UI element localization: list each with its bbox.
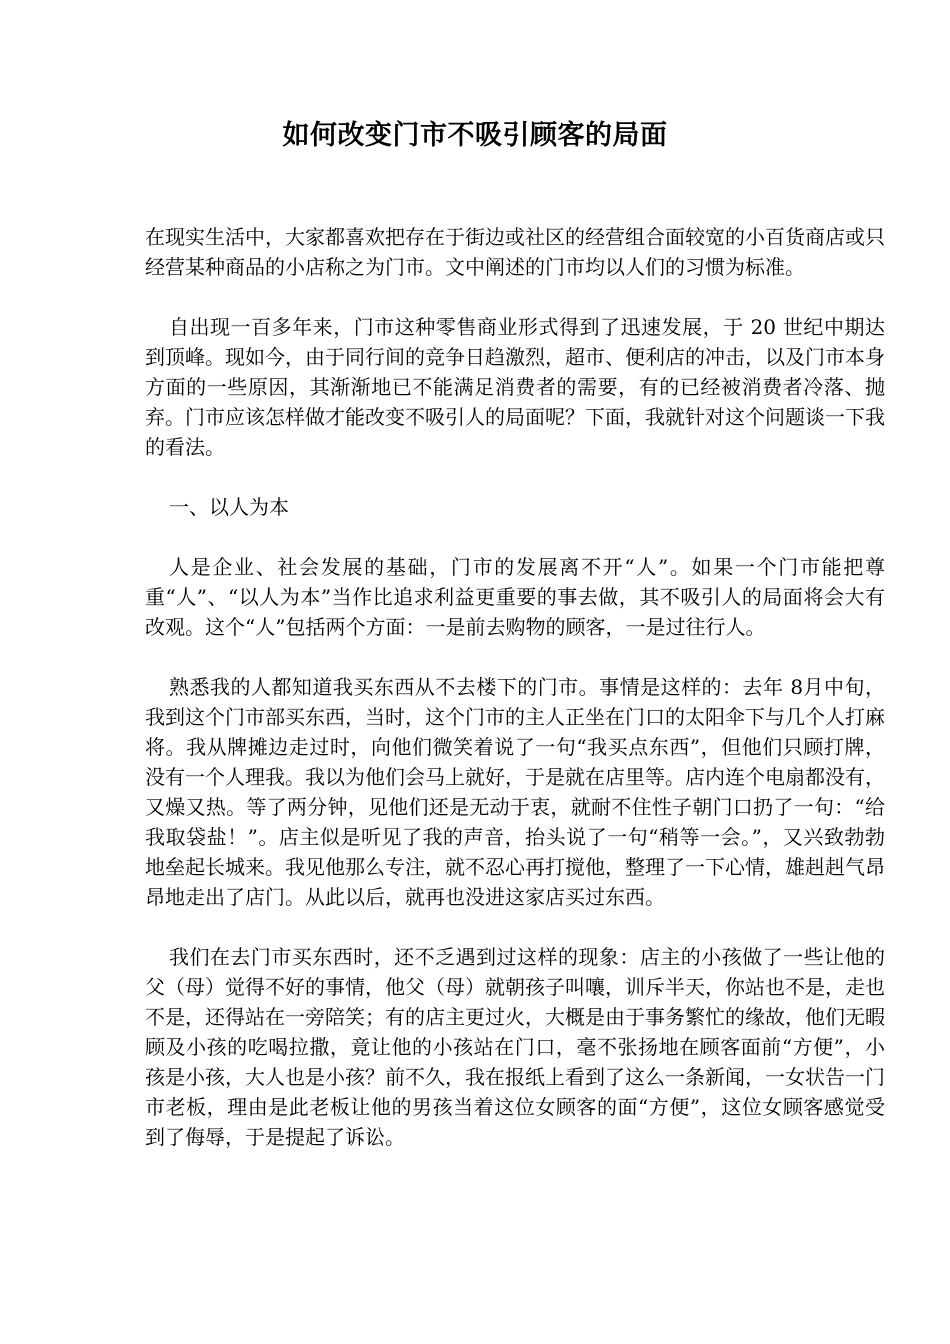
paragraph-intro: 在现实生活中，大家都喜欢把存在于街边或社区的经营组合面较宽的小百货商店或只经营某种商品的小店称之为门市。文中阐述的门市均以人们的习惯为标准。 bbox=[145, 225, 885, 279]
paragraph-people-basis: 人是企业、社会发展的基础，门市的发展离不开“人”。如果一个门市能把尊重“人”、“以人为本”当作比追求利益更重要的事去做，其不吸引人的局面将会大有改观。这个“人”包括两个方面：一是前去购物的顾客，一是过往行人。 bbox=[145, 555, 885, 639]
paragraph-child-behavior: 我们在去门市买东西时，还不乏遇到过这样的现象：店主的小孩做了一些让他的父（母）觉得不好的事情，他父（母）就朝孩子叫嚷，训斥半天，你站也不是，走也不是，还得站在一旁陪笑；有的店主更过火，大概是由于事务繁忙的缘故，他们无暇顾及小孩的吃喝拉撒，竟让他的小孩站在门口，毫不张扬地在顾客面前“方便”，小孩是小孩，大人也是小孩？前不久，我在报纸上看到了这么一条新闻，一女状告一门市老板，理由是此老板让他的男孩当着这位女顾客的面“方便”，这位女顾客感觉受到了侮辱，于是提起了诉讼。 bbox=[145, 945, 885, 1149]
section-heading-people-first: 一、以人为本 bbox=[169, 495, 289, 519]
document-title: 如何改变门市不吸引顾客的局面 bbox=[282, 120, 668, 151]
paragraph-personal-story: 熟悉我的人都知道我买东西从不去楼下的门市。事情是这样的：去年 8月中旬，我到这个门市部买东西，当时，这个门市的主人正坐在门口的太阳伞下与几个人打麻将。我从牌摊边走过时，向他们微笑着说了一句“我买点东西”，但他们只顾打牌，没有一个人理我。我以为他们会马上就好，于是就在店里等。店内连个电扇都没有，又燥又热。等了两分钟，见他们还是无动于衷，就耐不住性子朝门口扔了一句：“给我取袋盐！”。店主似是听见了我的声音，抬头说了一句“稍等一会。”，又兴致勃勃地垒起长城来。我见他那么专注，就不忍心再打搅他，整理了一下心情，雄赳赳气昂昂地走出了店门。从此以后，就再也没进这家店买过东西。 bbox=[145, 675, 885, 909]
paragraph-history: 自出现一百多年来，门市这种零售商业形式得到了迅速发展，于 20 世纪中期达到顶峰。现如今，由于同行间的竞争日趋激烈，超市、便利店的冲击，以及门市本身方面的一些原因，其渐渐地已不能满足消费者的需要，有的已经被消费者冷落、抛弃。门市应该怎样做才能改变不吸引人的局面呢？下面，我就针对这个问题谈一下我的看法。 bbox=[145, 315, 885, 459]
document-body bbox=[145, 222, 885, 1152]
